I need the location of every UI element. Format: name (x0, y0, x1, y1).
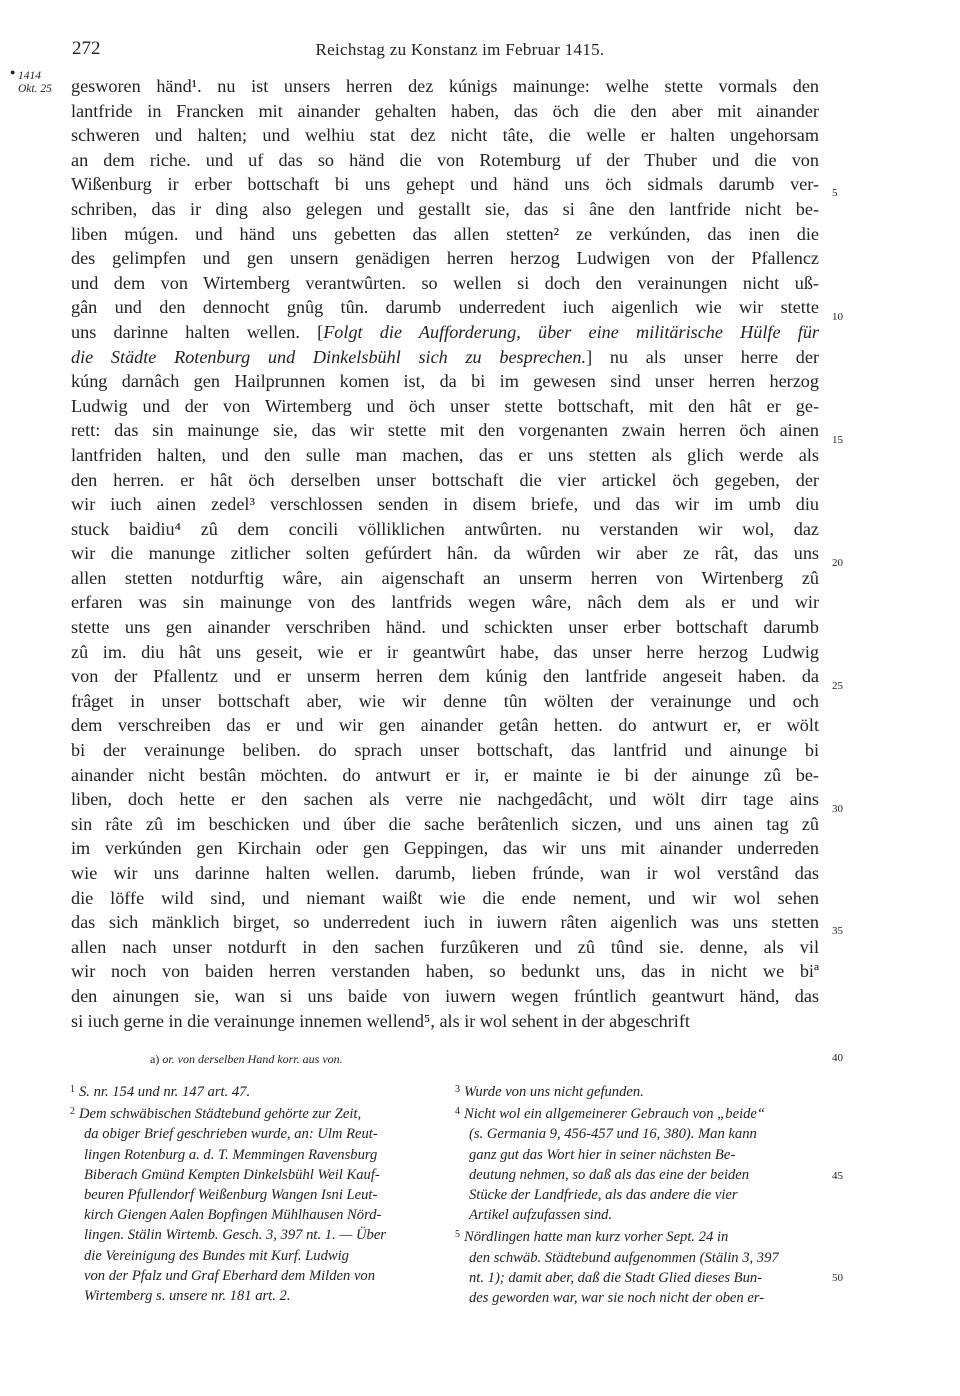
footnote-text: des geworden war, war sie noch nicht der oben er- (469, 1290, 765, 1307)
footnote-line (70, 1165, 435, 1185)
line-number: 10 (832, 311, 843, 323)
text-line: Wißenburg ir erber bottschaft bi uns gehept und händ uns öch sidmals darumb ver- (71, 174, 819, 195)
footnote-text: Wurde von uns nicht gefunden. (464, 1084, 644, 1100)
footnote-text: lingen Rotenburg a. d. T. Memmingen Ravensburg (84, 1146, 378, 1163)
footnote-text: lingen. Stälin Wirtemb. Gesch. 3, 397 nt. 1. — Über (84, 1227, 386, 1244)
footnote-text: Nicht wol ein allgemeinerer Gebrauch von „beide“ (464, 1106, 766, 1123)
line-number: 30 (832, 803, 843, 815)
text-line: allen stetten notdurftig wâre, ain aigenschaft an unserm herren von Wirtenberg zû (71, 567, 819, 588)
text-line: sin râte zû im beschicken und úber die sache berâtenlich siczen, und uns ainen tag zû (71, 813, 819, 834)
footnote-text: deutung nehmen, so daß als das eine der beiden (469, 1166, 750, 1183)
text-line: schweren und halten; und welhiu stat dez nicht tâte, die welle er halten ungehorsam (71, 125, 819, 146)
footnote-text: S. nr. 154 und nr. 147 art. 47. (79, 1084, 251, 1100)
footnote-line (455, 1080, 820, 1102)
footnote-line (70, 1124, 435, 1144)
text-line: das sich mänklich birget, so underredent iuch in iuwern râten aigenlich was uns stetten (71, 912, 819, 933)
footnote-line (455, 1205, 820, 1225)
footnote-number: 4 (455, 1106, 460, 1118)
footnote-line (455, 1124, 820, 1144)
editorial-note: Folgt die Aufforderung, über eine militärische Hülfe für (323, 321, 819, 342)
footnote-line (70, 1205, 435, 1225)
footnote-line (70, 1080, 435, 1102)
text-line: den herren. er hât öch derselben unser bottschaft die vier artickel öch gegeben, der (71, 469, 819, 490)
footnote-text: (s. Germania 9, 456-457 und 16, 380). Man kann (469, 1126, 757, 1143)
text-line: wir die manunge zitlicher solten gefúrdert hân. da wûrden wir aber ze rât, das uns (71, 543, 819, 564)
text-line: im verkúnden gen Kirchain oder gen Geppingen, das wir uns mit ainander underreden (71, 838, 819, 859)
footnote-line (70, 1102, 435, 1124)
footnote-line (70, 1145, 435, 1165)
line-number: 25 (832, 680, 843, 692)
text-line: stuck baidiu⁴ zû dem concili völliklichen antwûrten. nu verstanden wir wol, daz (71, 518, 819, 539)
line-number: 35 (832, 925, 843, 937)
footnotes-right-column (455, 1080, 820, 1308)
footnote-line (70, 1266, 435, 1286)
text-line: Ludwig und der von Wirtemberg und öch unser stette bottschaft, mit den hât er ge- (71, 395, 819, 416)
main-text (71, 74, 819, 1033)
text-line: lantfriden halten, und den sulle man machen, das er uns stetten als glich werde als (71, 444, 819, 465)
footnote-line (455, 1288, 820, 1308)
footnote-line (455, 1248, 820, 1268)
footnote-text: Stücke der Landfriede, als das andere die vier (469, 1187, 738, 1204)
text-line: liben, doch hette er den sachen als verre nie nachgedâcht, und wölt dirr tage ains (71, 789, 819, 810)
footnote-number: 1 (70, 1084, 75, 1095)
text-line: liben múgen. und händ uns gebetten das allen stetten² ze verkúnden, das inen die (71, 223, 819, 244)
line-number: 40 (832, 1052, 843, 1064)
text-line: si iuch gerne in die verainunge innemen wellend⁵, als ir wol sehent in der abgeschrift (71, 1010, 690, 1031)
text-line: geswоren händ¹. nu ist unsers herren dez kúnigs mainunge: welhe stette vormals den (71, 76, 819, 96)
text-line: dem verschreiben das er und wir gen ainander getân hetten. do antwurt er, er wölt (71, 715, 819, 736)
text-line: wir noch von baiden herren verstanden haben, so bedunkt uns, das in nicht we biª (71, 961, 819, 982)
footnote-text: Dem schwäbischen Städtebund gehörte zur Zeit, (79, 1106, 362, 1123)
footnote-line (70, 1246, 435, 1266)
text-line: frâget in unser bottschaft aber, wie wir denne tûn wölten der verainunge und och (71, 690, 819, 711)
text-line: uns darinne halten wellen. [Folgt die Aufforderung, über eine militärische Hülfe für (71, 321, 819, 342)
footnote-text: Nördlingen hatte man kurz vorher Sept. 24 in (464, 1229, 729, 1246)
footnote-line (455, 1165, 820, 1185)
text-line: wie wir uns darinne halten wellen. darumb, lieben frúnde, wan ir wol verstând das (71, 863, 819, 883)
line-number: 5 (832, 187, 838, 199)
text-line: von der Pfallentz und er unserm herren dem kúnig den lantfride angeseit haben. da (71, 666, 819, 687)
text-line: allen nach unser notdurft in den sachen furzûkeren und zû tûnd sie. denne, als vil (71, 936, 819, 957)
page-number: 272 (72, 38, 101, 59)
footnote-text: den schwäb. Städtebund aufgenommen (Stälin 3, 397 (469, 1249, 779, 1266)
footnote-text: von der Pfalz und Graf Eberhard dem Milden von (84, 1267, 376, 1284)
text-line: bi der verainunge beliben. do sprach unser bottschaft, das lantfrid und ainunge bi (71, 740, 819, 761)
text-line: stette uns gen ainander verschriben händ. und schickten unser erber bottschaft darumb (71, 617, 819, 638)
text-line: den ainungen sie, wan si uns baide von iuwern wegen frúntlich geantwurt händ, das (71, 985, 819, 1006)
footnote-number: 5 (455, 1229, 460, 1241)
footnote-number: 3 (455, 1084, 460, 1095)
footnote-text: Biberach Gmünd Kempten Dinkelsbühl Weil Kauf- (84, 1166, 380, 1183)
text-line: an dem riche. und uf das so händ die von Rotemburg uf der Thuber und die von (71, 149, 819, 170)
footnote-line (70, 1286, 435, 1306)
text-line: schriben, das ir ding also gelegen und gestallt sie, das si âne den lantfride nicht be- (71, 198, 819, 219)
footnote-line (455, 1102, 820, 1124)
text-line: und dem von Wirtemberg verantwûrten. so wellen si doch den verainungen nicht uß- (71, 272, 819, 293)
footnote-text: Wirtemberg s. unsere nr. 181 art. 2. (84, 1288, 291, 1305)
apparatus-text: or. von derselben Hand korr. aus von. (162, 1052, 343, 1066)
margin-date-note (10, 67, 74, 96)
text-line: wir iuch ainen zedel³ verschlossen senden in disem briefe, und das wir im umb diu (71, 494, 819, 515)
editorial-note: die Städte Rotenburg und Dinkelsbühl sich zu besprechen. (71, 346, 587, 367)
footnote-line (455, 1185, 820, 1205)
footnote-text: nt. 1); damit aber, daß die Stadt Glied dieses Bun- (469, 1269, 763, 1286)
text-line: die Städte Rotenburg und Dinkelsbühl sich zu besprechen.] nu als unser herre der (71, 346, 820, 367)
footnote-line (70, 1225, 435, 1245)
footnote-text: Artikel aufzufassen sind. (469, 1207, 613, 1224)
margin-date-day: Okt. 25 (18, 83, 52, 95)
text-line: die löffe wild sind, und niemant waißt wie die ende nement, und wir wol sehen (71, 887, 819, 908)
bullet-mark-icon: ● (10, 67, 16, 77)
running-title: Reichstag zu Konstanz im Februar 1415. (315, 40, 605, 59)
footnote-number: 2 (70, 1106, 75, 1118)
margin-date-year: 1414 (18, 70, 41, 82)
text-line: kúng darnâch gen Hailprunnen komen ist, da bi im gewesen sind unser herren herzog (71, 371, 819, 392)
footnote-line (455, 1268, 820, 1288)
footnote-text: ganz gut das Wort hier in seiner nächsten Be- (469, 1146, 736, 1163)
line-number: 15 (832, 434, 843, 446)
text-line: erfaren was sin mainunge von des lantfrids wegen wâre, nâch dem als er und wir (71, 592, 819, 613)
footnote-line (70, 1185, 435, 1205)
line-number: 45 (832, 1170, 843, 1182)
text-line: des gelimpfen und gen unsern genädigen herren herzog Ludwigen von der Pfallencz (71, 248, 819, 269)
footnote-text: da obiger Brief geschrieben wurde, an: Ulm Reut- (84, 1126, 378, 1143)
text-line: lantfride in Francken mit ainander gehalten haben, das öch die den aber mit ainander (71, 100, 819, 121)
apparatus-label: a) (150, 1052, 163, 1066)
footnotes-left-column (70, 1080, 435, 1306)
footnote-text: die Vereinigung des Bundes mit Kurf. Ludwig (84, 1247, 349, 1264)
text-line: zû im. diu hât uns geseit, wie er ir geantwûrt habe, das unser herre herzog Ludwig (71, 641, 819, 662)
line-number: 50 (832, 1272, 843, 1284)
footnote-text: beuren Pfullendorf Weißenburg Wangen Isni Leut- (84, 1187, 378, 1204)
text-line: rett: das sin mainunge sie, das wir stette mit den vorgenanten zwain herren öch ainen (71, 420, 819, 441)
footnote-line (455, 1225, 820, 1247)
footnote-text: kirch Giengen Aalen Bopfingen Mühlhausen Nörd- (84, 1207, 382, 1224)
text-line: ainander nicht bestân möchten. do antwurt er ir, er mainte ie bi der ainunge zû be- (71, 764, 819, 785)
line-number: 20 (832, 557, 843, 569)
critical-apparatus (150, 1052, 343, 1067)
footnote-line (455, 1145, 820, 1165)
text-line: gân und den dennocht gnûg tûn. darumb underredent iuch aigenlich wie wir stette (71, 297, 819, 318)
